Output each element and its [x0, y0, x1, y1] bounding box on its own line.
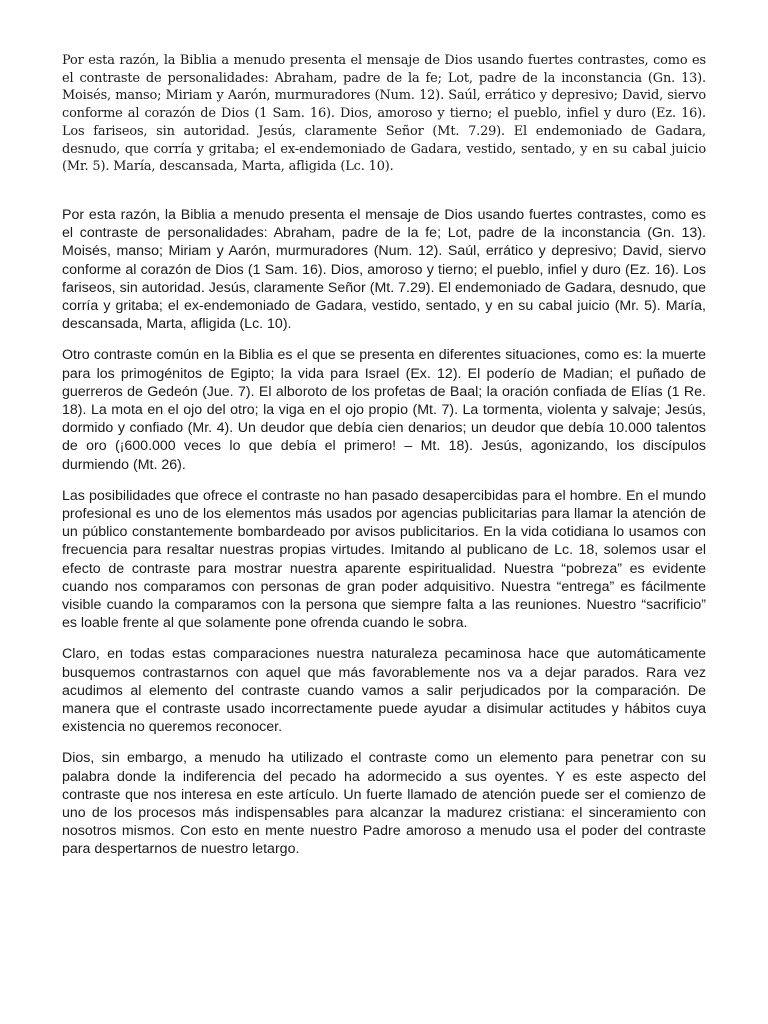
document-page: [62, 0, 706, 859]
serif-paragraph: Por esta razón, la Biblia a menudo presenta el mensaje de Dios usando fuertes contrastes, como es el contraste de personalidades: Abraham, padre de la fe; Lot, padre de la inconstancia (Gn. 13). Moisés, manso; Miriam y Aarón, murmuradores (Num. 12). Saúl, errático y depresivo; David, siervo conforme al corazón de Dios (1 Sam. 16). Dios, amoroso y tierno; el pueblo, infiel y duro (Ez. 16). Los fariseos, sin autoridad. Jesús, claramente Señor (Mt. 7.29). El endemoniado de Gadara, desnudo, que corría y gritaba; el ex-endemoniado de Gadara, vestido, sentado, y en su cabal juicio (Mr. 5). María, descansada, Marta, afligida (Lc. 10).: [62, 53, 706, 175]
paragraph-2: Otro contraste común en la Biblia es el que se presenta en diferentes situaciones, como es: la muerte para los primogénitos de Egipto; la vida para Israel (Ex. 12). El poderío de Madian; el puñado de guerreros de Gedeón (Jue. 7). El alboroto de los profetas de Baal; la oración confiada de Elías (1 Re. 18). La mota en el ojo del otro; la viga en el ojo propio (Mt. 7). La tormenta, violenta y salvaje; Jesús, dormido y confiado (Mr. 4). Un deudor que debía cien denarios; un deudor que debía 10.000 talentos de oro (¡600.000 veces lo que debía el primero! – Mt. 18). Jesús, agonizando, los discípulos durmiendo (Mt. 26).: [62, 347, 706, 473]
paragraph-5: Dios, sin embargo, a menudo ha utilizado el contraste como un elemento para penetrar con su palabra donde la indiferencia del pecado ha adormecido a sus oyentes. Y es este aspecto del contraste que nos interesa en este artículo. Un fuerte llamado de atención puede ser el comienzo de uno de los procesos más indispensables para alcanzar la madurez cristiana: el sinceramiento con nosotros mismos. Con esto en mente nuestro Padre amoroso a menudo usa el poder del contraste para despertarnos de nuestro letargo.: [62, 750, 706, 858]
paragraph-1: Por esta razón, la Biblia a menudo presenta el mensaje de Dios usando fuertes contrastes, como es el contraste de personalidades: Abraham, padre de la fe; Lot, padre de la inconstancia (Gn. 13). Moisés, manso; Miriam y Aarón, murmuradores (Num. 12). Saúl, errático y depresivo; David, siervo conforme al corazón de Dios (1 Sam. 16). Dios, amoroso y tierno; el pueblo, infiel y duro (Ez. 16). Los fariseos, sin autoridad. Jesús, claramente Señor (Mt. 7.29). El endemoniado de Gadara, desnudo, que corría y gritaba; el ex-endemoniado de Gadara, vestido, sentado, y en su cabal juicio (Mr. 5). María, descansada, Marta, afligida (Lc. 10).: [62, 206, 706, 333]
paragraph-4: Claro, en todas estas comparaciones nuestra naturaleza pecaminosa hace que automáticamente busquemos contrastarnos con aquel que más favorablemente nos va a dejar parados. Rara vez acudimos al elemento del contraste cuando vamos a salir perjudicados por la comparación. De manera que el contraste usado incorrectamente puede ayudar a disimular actitudes y hábitos cuya existencia no queremos reconocer.: [62, 646, 706, 736]
paragraph-3: Las posibilidades que ofrece el contraste no han pasado desapercibidas para el hombre. En el mundo profesional es uno de los elementos más usados por agencias publicitarias para llamar la atención de un público constantemente bombardeado por avisos publicitarios. En la vida cotidiana lo usamos con frecuencia para resaltar nuestras propias virtudes. Imitando al publicano de Lc. 18, solemos usar el efecto de contraste para mostrar nuestra aparente espiritualidad. Nuestra “pobreza” es evidente cuando nos comparamos con personas de gran poder adquisitivo. Nuestra “entrega” es fácilmente visible cuando la comparamos con la persona que siempre falta a las reuniones. Nuestro “sacrificio” es loable frente al que solamente pone ofrenda cuando le sobra.: [62, 487, 706, 632]
